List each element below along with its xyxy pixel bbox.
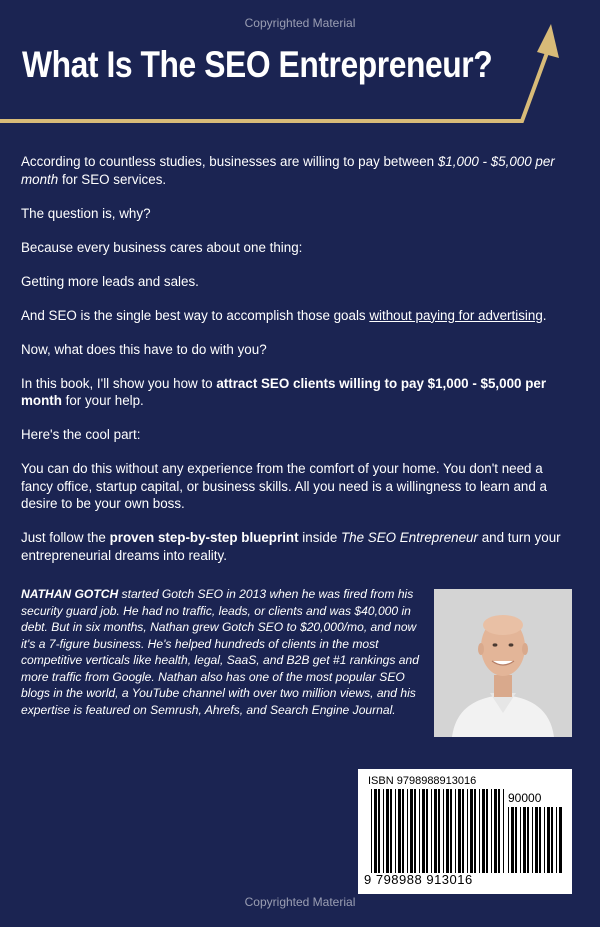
barcode-bar <box>535 807 538 873</box>
barcode-bar <box>390 789 392 873</box>
barcode-bar <box>383 789 384 873</box>
paragraph-blueprint: Just follow the proven step-by-step blueprint inside The SEO Entrepreneur and turn your entrepreneurial dreams into reality. <box>21 530 561 563</box>
author-bio: NATHAN GOTCH started Gotch SEO in 2013 when he was fired from his security guard job. He had no traffic, leads, or clients and was $40,000 in debt. But in six months, Nathan grew Gotch SEO to $20,000/mo, and now it's a 7-figure business. He's helped hundreds of clients in the most competitive verticals like health, legal, SaaS, and B2B get #1 rankings and more traffic from Google. Nathan also has one of the most popular SEO blogs in the world, a YouTube channel with over two million views, and his expertise is featured on Semrush, Ahrefs, and Search Engine Journal. <box>21 587 419 717</box>
isbn-label: ISBN 9798988913016 <box>368 775 477 787</box>
barcode-bar <box>494 789 497 873</box>
barcode-bar <box>503 789 504 873</box>
barcode-bar <box>455 789 456 873</box>
price-code: 90000 <box>508 791 542 805</box>
paragraph-cool-part: Here's the cool part: <box>21 427 141 442</box>
isbn-digits: 9 798988 913016 <box>364 872 473 887</box>
barcode-bar <box>511 807 514 873</box>
paragraph-pricing: According to countless studies, businesses are willing to pay between $1,000 - $5,000 per month for SEO services. <box>21 154 555 187</box>
barcode-bar <box>386 789 389 873</box>
barcode-bar <box>532 807 533 873</box>
barcode-bar <box>486 789 488 873</box>
author-photo <box>434 589 572 737</box>
watermark-top: Copyrighted Material <box>244 16 356 30</box>
barcode-bar <box>450 789 452 873</box>
barcode-bar <box>410 789 413 873</box>
barcode-bar <box>458 789 461 873</box>
barcode-bar <box>378 789 380 873</box>
barcode-bar <box>414 789 416 873</box>
barcode-bar <box>419 789 420 873</box>
barcode-bar <box>470 789 473 873</box>
barcode-bar <box>431 789 432 873</box>
barcode-bar <box>407 789 408 873</box>
barcode-bar <box>443 789 444 873</box>
paragraph-seo-best: And SEO is the single best way to accomplish those goals without paying for advertising. <box>21 307 547 323</box>
description-text <box>21 153 561 581</box>
author-name: NATHAN GOTCH <box>21 587 119 601</box>
barcode-bar <box>559 807 562 873</box>
barcode-bar <box>527 807 529 873</box>
barcode-bar <box>467 789 468 873</box>
barcode-bar <box>508 807 509 873</box>
paragraph-leads: Getting more leads and sales. <box>21 273 199 289</box>
barcode-bar <box>426 789 428 873</box>
barcode-bar <box>523 807 526 873</box>
barcode-bar <box>422 789 425 873</box>
barcode-bar <box>438 789 440 873</box>
barcode-bar <box>474 789 476 873</box>
barcode-bar <box>402 789 404 873</box>
barcode-bar <box>395 789 396 873</box>
barcode-bar <box>556 807 557 873</box>
barcode-bar <box>544 807 545 873</box>
barcode-bar <box>551 807 553 873</box>
barcode-bar <box>434 789 437 873</box>
paragraph-book: In this book, I'll show you how to attract SEO clients willing to pay $1,000 - $5,000 per month for your help. <box>21 375 547 408</box>
barcode-bar <box>462 789 464 873</box>
watermark-bottom: Copyrighted Material <box>244 895 356 909</box>
barcode-bar <box>491 789 492 873</box>
isbn-barcode <box>358 769 572 894</box>
barcode-bar <box>371 789 372 873</box>
barcode-bar <box>398 789 401 873</box>
paragraph-no-experience: You can do this without any experience from the comfort of your home. You don't need a fancy office, startup capital, or business skills. All you need is a willingness to learn and a desire to be your own boss. <box>21 461 547 511</box>
barcode-bar <box>479 789 480 873</box>
barcode-bar <box>374 789 377 873</box>
barcode-bar <box>539 807 541 873</box>
barcode-bar <box>446 789 449 873</box>
page-title: What Is The SEO Entrepreneur? <box>22 44 493 85</box>
barcode-bar <box>547 807 550 873</box>
barcode-bar <box>515 807 517 873</box>
barcode-bar <box>498 789 500 873</box>
paragraph-you: Now, what does this have to do with you? <box>21 341 267 357</box>
paragraph-because: Because every business cares about one thing: <box>21 239 303 255</box>
barcode-bar <box>482 789 485 873</box>
barcode-bar <box>520 807 521 873</box>
paragraph-question: The question is, why? <box>21 205 151 221</box>
